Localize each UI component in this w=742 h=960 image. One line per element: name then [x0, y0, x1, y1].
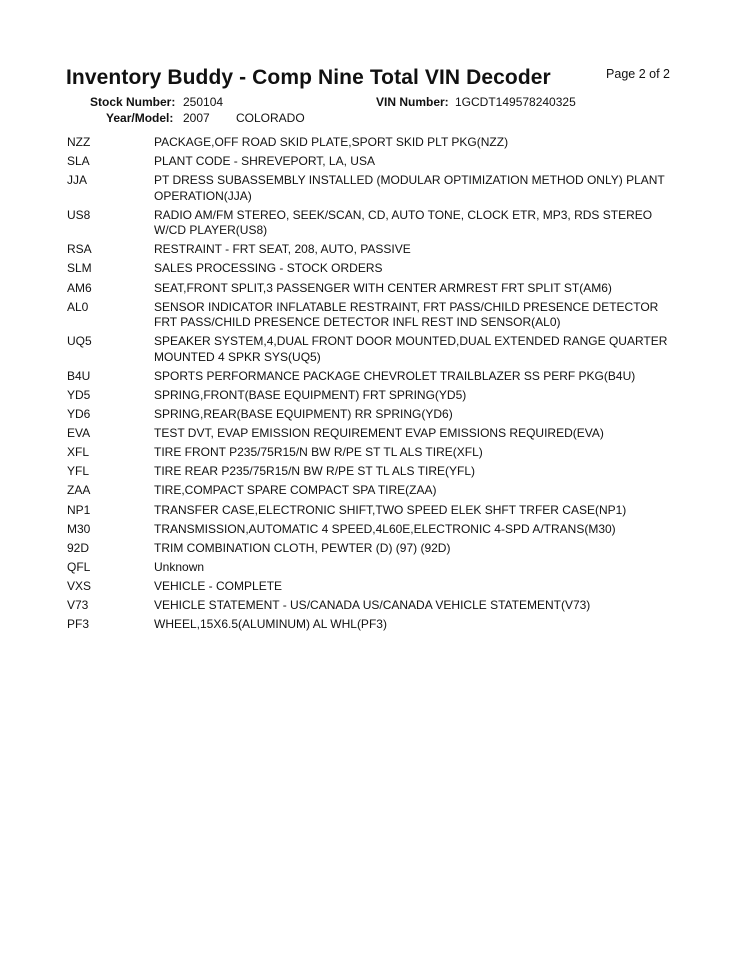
model-value: COLORADO [236, 111, 305, 125]
option-description: TEST DVT, EVAP EMISSION REQUIREMENT EVAP EMISSIONS REQUIRED(EVA) [154, 426, 604, 441]
option-code: NZZ [67, 135, 91, 149]
option-code-row [67, 445, 687, 461]
option-description: WHEEL,15X6.5(ALUMINUM) AL WHL(PF3) [154, 617, 387, 632]
option-code-row [67, 208, 687, 239]
option-code: VXS [67, 578, 92, 593]
option-code-row [67, 464, 687, 480]
option-description: TIRE FRONT P235/75R15/N BW R/PE ST TL ALS TIRE(XFL) [154, 445, 483, 460]
option-code: UQ5 [67, 334, 92, 349]
option-code: EVA [67, 426, 91, 441]
option-code: AM6 [67, 280, 92, 295]
option-code-row [67, 135, 687, 151]
option-description: TIRE,COMPACT SPARE COMPACT SPA TIRE(ZAA) [154, 483, 437, 498]
option-code: RSA [67, 242, 92, 257]
option-code-row [67, 261, 687, 277]
report-title: Inventory Buddy - Comp Nine Total VIN Decoder [66, 66, 551, 89]
option-description: TRIM COMBINATION CLOTH, PEWTER (D) (97) (92D) [154, 540, 451, 555]
page-number: Page 2 of 2 [606, 67, 670, 81]
option-code-row [67, 388, 687, 404]
vin-number-label: VIN Number: [376, 95, 449, 109]
year-model-label: Year/Model: [106, 111, 174, 125]
option-code-row [67, 300, 687, 331]
option-code-row [67, 407, 687, 423]
option-code: YD6 [67, 407, 91, 422]
option-code-row [67, 369, 687, 385]
option-code: ZAA [67, 483, 91, 498]
option-code: SLM [67, 261, 92, 276]
option-code-row [67, 617, 687, 633]
option-description: TRANSMISSION,AUTOMATIC 4 SPEED,4L60E,ELECTRONIC 4-SPD A/TRANS(M30) [154, 521, 616, 536]
option-description: SPEAKER SYSTEM,4,DUAL FRONT DOOR MOUNTED,DUAL EXTENDED RANGE QUARTER MOUNTED 4 SPKR SYS(UQ5) [154, 334, 668, 364]
option-description: SPRING,REAR(BASE EQUIPMENT) RR SPRING(YD6) [154, 407, 453, 422]
option-code: US8 [67, 207, 91, 222]
option-code-row [67, 598, 687, 614]
option-code: 92D [67, 540, 90, 555]
option-code-list [67, 135, 687, 636]
option-description: Unknown [154, 559, 205, 574]
option-description: SALES PROCESSING - STOCK ORDERS [154, 261, 383, 276]
option-description: SPORTS PERFORMANCE PACKAGE CHEVROLET TRAILBLAZER SS PERF PKG(B4U) [154, 368, 636, 383]
stock-number-label: Stock Number: [90, 95, 176, 109]
option-description: TIRE REAR P235/75R15/N BW R/PE ST TL ALS TIRE(YFL) [154, 464, 475, 479]
option-code-row [67, 281, 687, 297]
option-code: AL0 [67, 299, 89, 314]
option-code: YD5 [67, 387, 91, 402]
option-code-row [67, 426, 687, 442]
option-code-row [67, 483, 687, 499]
option-description: SPRING,FRONT(BASE EQUIPMENT) FRT SPRING(YD5) [154, 387, 467, 402]
option-code: V73 [67, 597, 89, 612]
option-code: JJA [67, 173, 88, 188]
option-code-row [67, 522, 687, 538]
option-code-row [67, 541, 687, 557]
option-code-row [67, 242, 687, 258]
option-code: XFL [67, 445, 90, 460]
vin-number-value: 1GCDT149578240325 [455, 95, 576, 109]
option-code: YFL [67, 464, 90, 479]
option-code-row [67, 173, 687, 204]
option-description: PT DRESS SUBASSEMBLY INSTALLED (MODULAR OPTIMIZATION METHOD ONLY) PLANT OPERATION(JJA) [154, 173, 665, 203]
option-code: B4U [67, 368, 91, 383]
option-description: SEAT,FRONT SPLIT,3 PASSENGER WITH CENTER ARMREST FRT SPLIT ST(AM6) [154, 280, 612, 295]
option-description: VEHICLE STATEMENT - US/CANADA US/CANADA VEHICLE STATEMENT(V73) [154, 597, 591, 612]
option-description: VEHICLE - COMPLETE [154, 578, 283, 593]
option-description: RESTRAINT - FRT SEAT, 208, AUTO, PASSIVE [154, 242, 411, 257]
option-code-row [67, 579, 687, 595]
option-description: PACKAGE,OFF ROAD SKID PLATE,SPORT SKID PLT PKG(NZZ) [154, 135, 509, 149]
option-code-row [67, 503, 687, 519]
year-value: 2007 [183, 111, 210, 125]
option-description: SENSOR INDICATOR INFLATABLE RESTRAINT, FRT PASS/CHILD PRESENCE DETECTOR FRT PASS/CHILD PRESENCE DETECTOR INFL REST IND SENSOR(AL0) [154, 299, 659, 330]
stock-number-value: 250104 [183, 95, 224, 109]
option-code-row [67, 334, 687, 365]
option-code-row [67, 154, 687, 170]
option-code: SLA [67, 154, 90, 169]
option-code: QFL [67, 559, 91, 574]
option-code-row [67, 560, 687, 576]
option-code: PF3 [67, 617, 90, 632]
option-description: PLANT CODE - SHREVEPORT, LA, USA [154, 154, 375, 169]
option-description: RADIO AM/FM STEREO, SEEK/SCAN, CD, AUTO TONE, CLOCK ETR, MP3, RDS STEREO W/CD PLAYER(US8) [154, 207, 653, 238]
option-code: M30 [67, 521, 91, 536]
option-description: TRANSFER CASE,ELECTRONIC SHIFT,TWO SPEED ELEK SHFT TRFER CASE(NP1) [154, 502, 627, 517]
option-code: NP1 [67, 502, 91, 517]
